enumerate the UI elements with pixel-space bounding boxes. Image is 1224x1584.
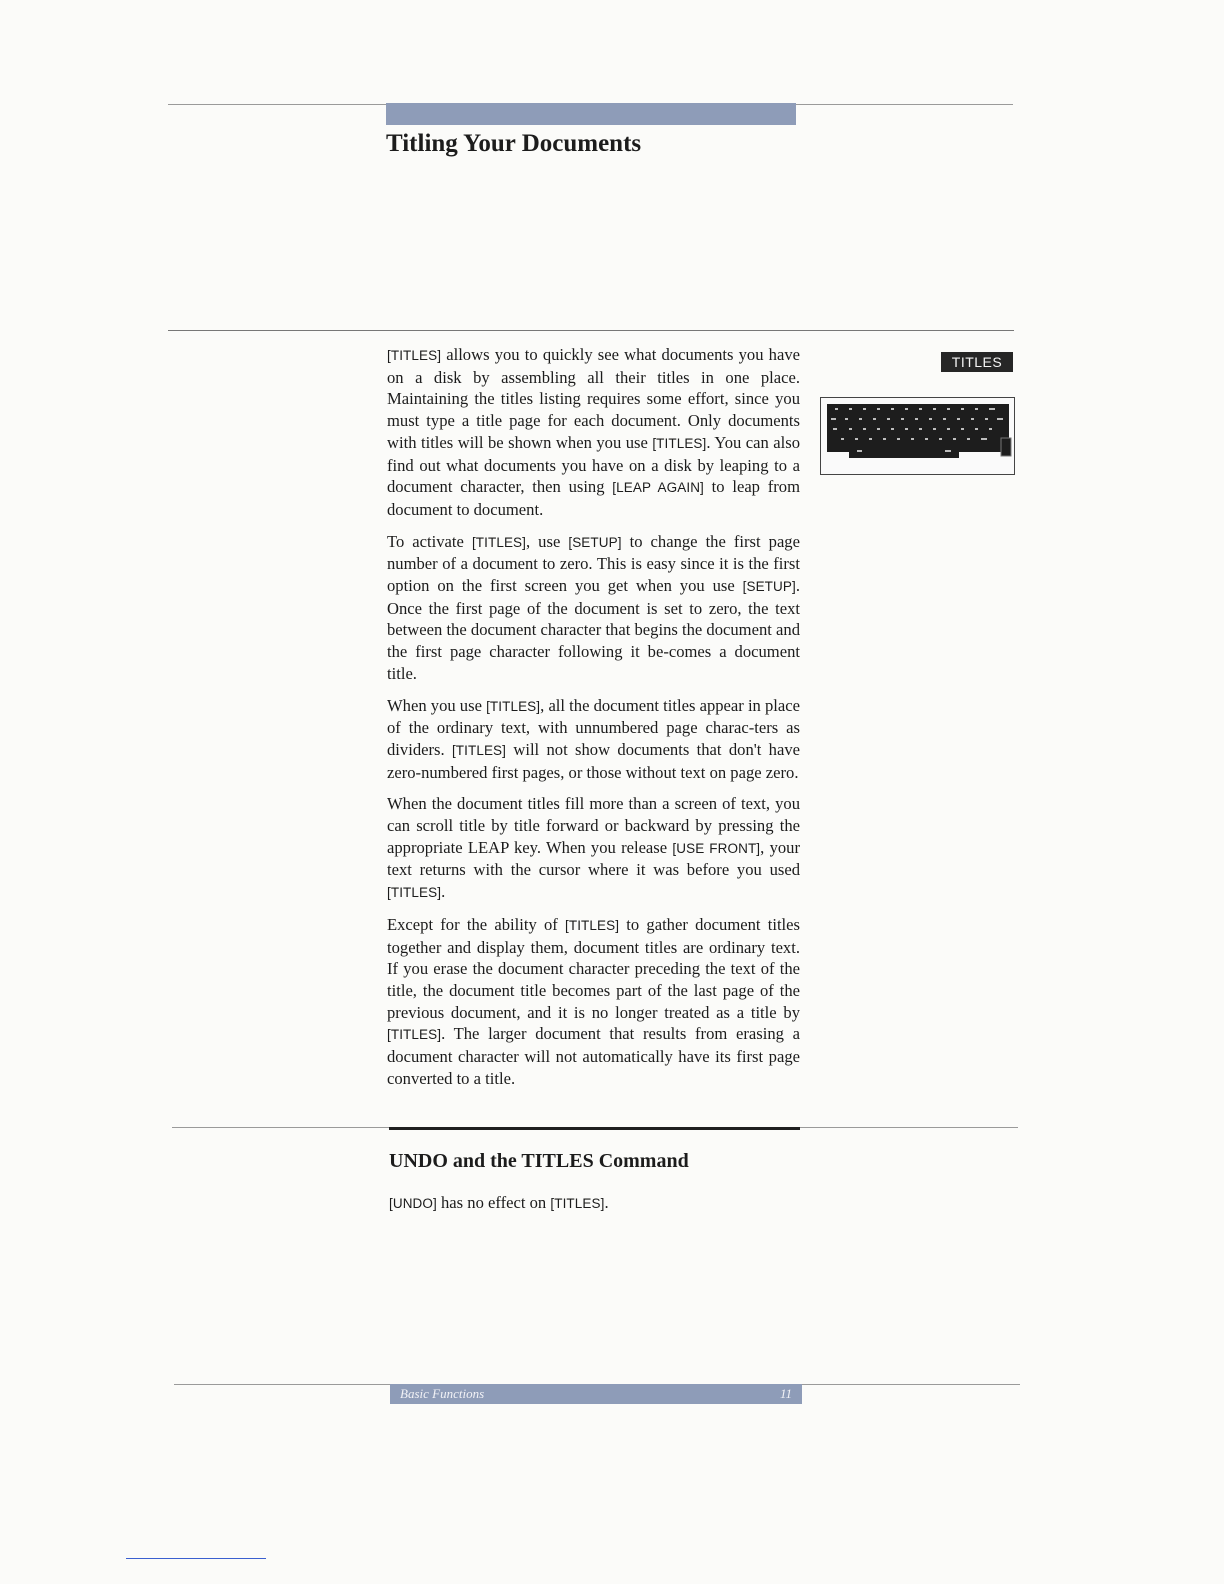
key-name: [TITLES] [565,917,620,933]
text-run: to change the first page number of a document to zero. This is easy since it is the first option on the first screen you get when you use [387,531,800,596]
text-run: . [441,882,446,902]
key-name: [LEAP AGAIN] [612,480,704,496]
text-run: Except for the ability of [387,914,565,934]
body-text [387,344,800,1100]
text-run: , your text returns with the cursor where it was before you used [387,837,801,880]
content-top-rule [168,330,1014,331]
text-run: When you use [387,695,487,715]
paragraph-activate [387,531,800,685]
key-name: [SETUP] [742,579,796,595]
paragraph-intro [387,344,800,521]
footer-page-number: 11 [779,1386,792,1401]
key-name: [TITLES] [451,742,507,758]
paragraph-scrolling [387,793,800,904]
key-name: [TITLES] [387,348,442,363]
text-run: to leap from document to document. [387,477,800,519]
undo-section-bar [389,1127,800,1130]
key-name: [TITLES] [486,698,541,714]
keyboard-image [820,397,1015,475]
paragraph-usage [387,695,800,784]
text-run: . Once the first page of the document is set to zero, the text between the document character that begins the document and the first page character following it be-comes a document title. [387,576,800,683]
text-run: . [604,1193,609,1212]
page-title: Titling Your Documents [386,130,642,157]
text-run: , use [526,531,569,551]
footer-bar [390,1384,802,1404]
text-run: . You can also find out what documents you have on a disk by leaping to a document character, then using [387,432,800,497]
undo-note [389,1192,609,1215]
undo-heading: UNDO and the TITLES Command [389,1150,689,1172]
key-name: [SETUP] [568,534,622,550]
key-name: [TITLES] [387,885,442,901]
key-name: [TITLES] [652,435,707,451]
text-run: allows you to quickly see what documents you have on a disk by assembling all their titles in one place. Maintaining the titles listing requires some effort, since you must type a title page for each document. Only documents with titles will be shown when you use [387,345,800,452]
text-run: . The larger document that results from erasing a document character will not automatically have its first page converted to a title. [387,1024,800,1088]
text-run: to gather document titles together and display them, document titles are ordinary text. If you erase the document character preceding the text of the title, the document title becomes part of the last page of the previous document, and it is no longer treated as a title by [387,914,800,1022]
text-run: When the document titles fill more than a screen of text, you can scroll title by title forward or backward by pressing the appropriate LEAP key. When you release [387,794,800,857]
key-name: [TITLES] [387,1027,442,1043]
text-run: , all the document titles appear in place of the ordinary text, with unnumbered page charac-ters as dividers. [387,695,801,759]
footer-section-name: Basic Functions [400,1386,485,1401]
key-name: [UNDO] [389,1196,437,1211]
text-run: To activate [387,531,472,551]
paragraph-erasing [387,914,800,1090]
key-name: [USE FRONT] [672,840,761,856]
text-run: has no effect on [436,1193,551,1212]
titles-key-badge: TITLES [941,352,1013,372]
key-name: [TITLES] [471,534,526,550]
bottom-link-line [126,1558,266,1559]
key-name: [TITLES] [550,1196,605,1211]
text-run: will not show documents that don't have zero-numbered first pages, or those without text on page zero. [387,739,800,782]
keyboard-illustration-icon [821,398,1014,474]
section-color-bar [386,103,796,125]
